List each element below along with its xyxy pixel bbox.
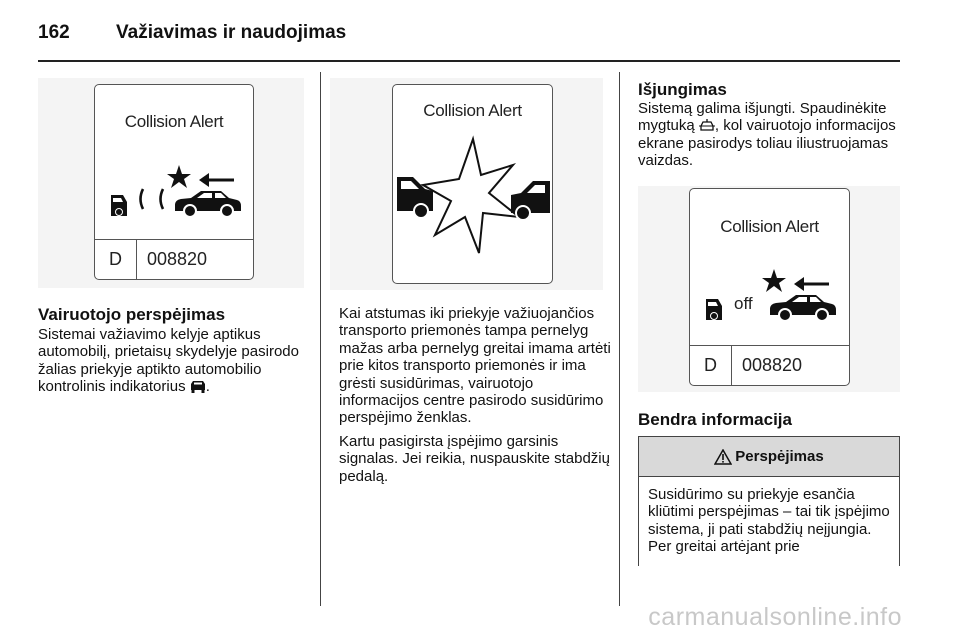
deactivation-text: [638, 100, 902, 170]
collision-warning-para-1: Kai atstumas iki priekyje važiuojančios transporto priemonės tampa pernelyg mažas arba pernelyg greitai imama artėti prie kitos transporto priemonės ir ima grėsti susidūrimas, vairuotojo informacijos centre pasirodo susidūrimo perspėjimo ženklas.: [339, 305, 611, 427]
vehicle-ahead-icon: [706, 299, 722, 320]
driver-warning-body: Sistemai važiavimo kelyje aptikus automobilį, prietaisų skydelyje pasirodo žalias priekyje aptikto automobilio kontrolinis indikatorius: [38, 326, 299, 396]
collision-alert-graphic: [95, 85, 254, 239]
collision-alert-button-icon: [699, 119, 715, 132]
section-heading-deactivation: Išjungimas: [638, 80, 727, 99]
section-heading-general-info: Bendra informacija: [638, 410, 792, 429]
warning-title: Perspėjimas: [735, 448, 824, 465]
gear-indicator: D: [690, 346, 732, 385]
odometer-reading: 008820: [147, 249, 208, 269]
column-divider-2: [619, 72, 620, 606]
figure-collision-alert-off: [638, 186, 900, 392]
display-footer: [95, 239, 253, 279]
car-side-icon: [175, 191, 241, 217]
page-header: [38, 22, 346, 46]
vehicle-ahead-icon: [111, 195, 127, 216]
impact-star-icon: [762, 269, 786, 292]
warning-arc: [141, 189, 144, 209]
deactivation-text-after: , kol vairuotojo informacijos ekrane pasirodys toliau iliustruojamas vaizdas.: [638, 117, 896, 170]
deactivation-text-before: Sistemą galima išjungti. Spaudinėkite mygtuką: [638, 100, 887, 135]
chapter-title: Važiavimas ir naudojimas: [116, 22, 347, 43]
warning-triangle-icon: [714, 449, 732, 465]
display-panel: [94, 84, 254, 280]
header-rule: [38, 60, 900, 62]
warning-arc: [161, 189, 164, 209]
status-off-label: off: [734, 294, 753, 313]
collision-warning-text: [339, 305, 611, 485]
figure-collision-alert-indicator: [38, 78, 304, 288]
watermark: carmanualsonline.info: [648, 603, 902, 631]
page-number: 162: [38, 22, 70, 43]
figure-collision-warning: [330, 78, 603, 290]
vehicle-ahead-icon: [190, 380, 206, 393]
display-panel: [689, 188, 850, 386]
arrow-left-icon: [794, 277, 829, 291]
display-title: Collision Alert: [423, 101, 522, 120]
display-title: Collision Alert: [720, 217, 819, 236]
impact-star-icon: [167, 165, 191, 188]
collision-warning-para-2: Kartu pasigirsta įspėjimo garsinis signalas. Jei reikia, nuspauskite stabdžių pedalą.: [339, 432, 610, 485]
collision-warning-graphic: [393, 85, 553, 284]
warning-text: Susidūrimo su priekyje esančia kliūtimi perspėjimas – tai tik įspėjimo sistema, ji pati stabdžių neįjungia. Per greitai artėjant prie: [648, 486, 890, 556]
odometer-reading: 008820: [742, 355, 803, 375]
display-title: Collision Alert: [124, 112, 224, 131]
car-side-icon: [770, 295, 836, 321]
section-heading-driver-warning: Vairuotojo perspėjimas: [38, 305, 226, 324]
impact-star-outline-icon: [423, 139, 519, 253]
warning-header: [639, 437, 899, 477]
warning-box: [638, 436, 900, 566]
car-left-icon: [397, 177, 433, 218]
collision-alert-off-graphic: [690, 189, 850, 345]
arrow-left-icon: [199, 173, 234, 187]
gear-indicator: D: [95, 240, 137, 279]
column-divider-1: [320, 72, 321, 606]
display-panel: [392, 84, 553, 284]
car-right-icon: [511, 181, 550, 220]
driver-warning-end: .: [205, 378, 210, 396]
display-footer: [690, 345, 849, 385]
driver-warning-text: [38, 326, 300, 396]
